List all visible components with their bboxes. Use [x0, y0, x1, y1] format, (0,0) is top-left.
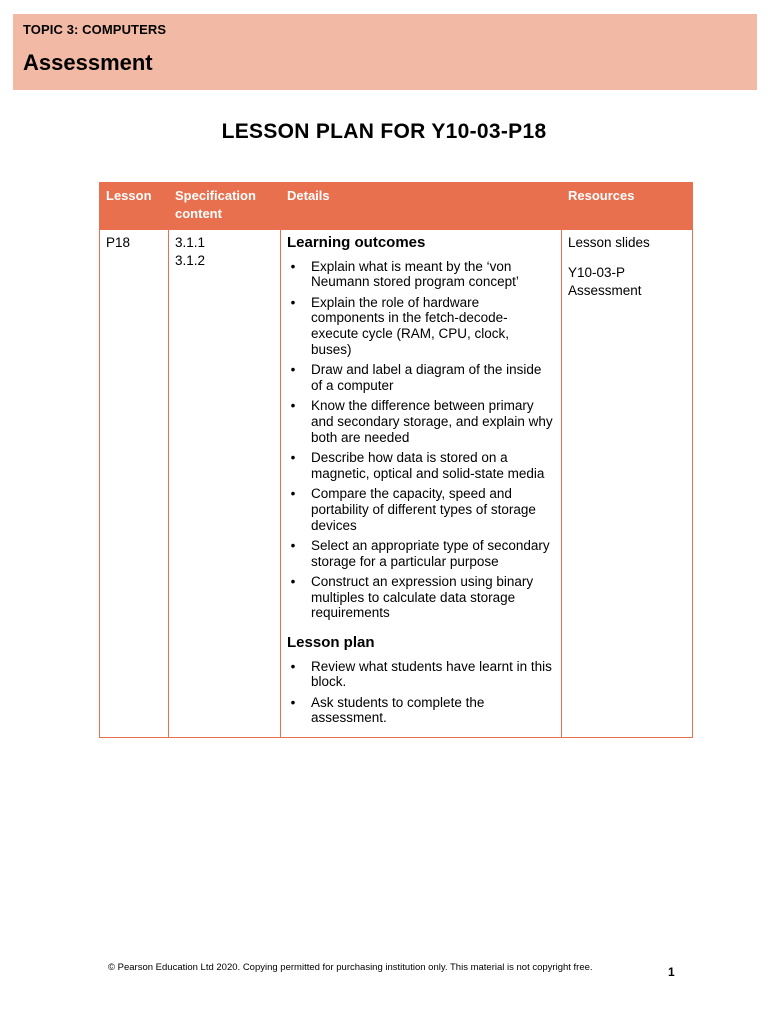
- page-title: LESSON PLAN FOR Y10-03-P18: [221, 120, 547, 143]
- list-item-text: Ask students to complete the assessment.: [311, 694, 485, 726]
- list-item: [287, 486, 555, 533]
- list-item: [287, 574, 555, 621]
- list-item-text: Review what students have learnt in this block.: [311, 658, 552, 690]
- lesson-plan-table: [99, 182, 693, 738]
- list-item-text: Know the difference between primary and secondary storage, and explain why both are needed: [311, 398, 553, 445]
- topic-banner: [13, 14, 757, 90]
- resource-item: Lesson slides: [568, 235, 650, 250]
- list-item: [287, 538, 555, 569]
- lesson-code: P18: [106, 235, 131, 250]
- spec-cell: [169, 230, 281, 738]
- list-item: [287, 450, 555, 481]
- resources-cell: [562, 230, 693, 738]
- list-item: [287, 362, 555, 393]
- table-header-row: [100, 183, 693, 230]
- learning-outcomes-heading: Learning outcomes: [287, 234, 426, 251]
- bullet-icon: •: [290, 574, 296, 590]
- resource-spacer: [568, 252, 686, 264]
- lesson-cell: [100, 230, 169, 738]
- list-item-text: Explain the role of hardware components in the fetch-decode-execute cycle (RAM, CPU, clock, buses): [311, 294, 510, 357]
- topic-label: TOPIC 3: COMPUTERS: [23, 22, 167, 37]
- bullet-icon: •: [290, 450, 296, 466]
- list-item-text: Compare the capacity, speed and portability of different types of storage devices: [311, 486, 536, 533]
- spec-item: 3.1.2: [175, 253, 206, 268]
- bullet-icon: •: [290, 658, 296, 674]
- page-number: 1: [668, 965, 675, 979]
- bullet-icon: •: [290, 694, 296, 710]
- resource-item: Y10-03-P Assessment: [568, 265, 642, 298]
- copyright-notice: © Pearson Education Ltd 2020. Copying permitted for purchasing institution only. This material is not copyright free.: [108, 962, 593, 973]
- list-item-text: Explain what is meant by the ‘von Neumann stored program concept’: [311, 258, 519, 290]
- list-item-text: Select an appropriate type of secondary storage for a particular purpose: [311, 538, 550, 569]
- bullet-icon: •: [290, 258, 296, 274]
- lesson-plan-heading: Lesson plan: [287, 634, 375, 652]
- section-heading: Assessment: [23, 50, 153, 75]
- spec-item: 3.1.1: [175, 235, 206, 250]
- list-item: [287, 695, 555, 726]
- details-cell: [281, 230, 562, 738]
- list-item-text: Construct an expression using binary multiples to calculate data storage requirements: [311, 574, 534, 621]
- bullet-icon: •: [290, 294, 296, 310]
- learning-outcomes-list: [287, 259, 555, 621]
- bullet-icon: •: [290, 362, 296, 378]
- list-item: [287, 659, 555, 690]
- bullet-icon: •: [290, 486, 296, 502]
- column-header-details: Details: [281, 183, 562, 230]
- lesson-plan-list: [287, 659, 555, 726]
- list-item-text: Describe how data is stored on a magnetic, optical and solid-state media: [311, 450, 545, 481]
- list-item-text: Draw and label a diagram of the inside of a computer: [311, 362, 542, 393]
- bullet-icon: •: [290, 538, 296, 554]
- column-header-lesson: Lesson: [100, 183, 169, 230]
- column-header-specification: Specification content: [169, 183, 281, 230]
- list-item: [287, 259, 555, 290]
- bullet-icon: •: [290, 398, 296, 414]
- column-header-resources: Resources: [562, 183, 693, 230]
- list-item: [287, 295, 555, 357]
- list-item: [287, 398, 555, 445]
- table-row: [100, 230, 693, 738]
